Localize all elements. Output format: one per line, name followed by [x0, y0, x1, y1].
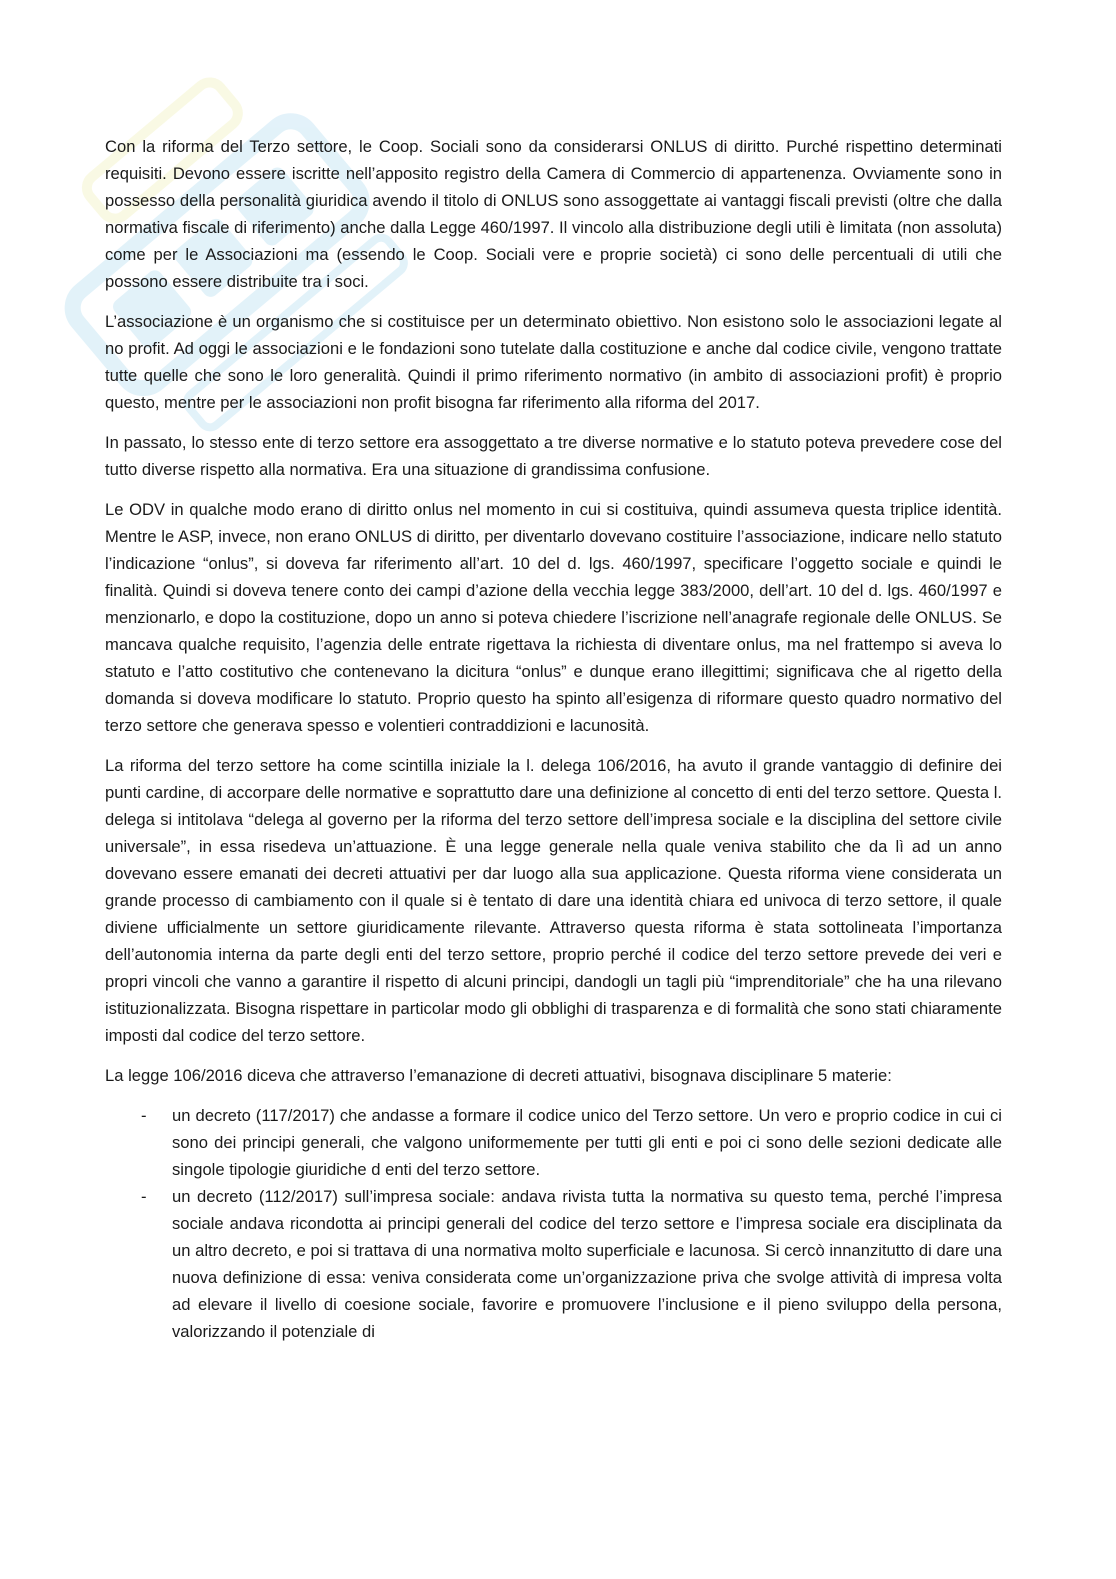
document-page [105, 133, 1002, 1345]
list-marker: - [141, 1106, 147, 1125]
list-item [105, 1102, 1002, 1183]
list-item-text: un decreto (117/2017) che andasse a formare il codice unico del Terzo settore. Un vero e proprio codice in cui ci sono dei principi generali, che valgono uniformemente per tutti gli enti e poi ci sono delle sezioni dedicate alle singole tipologie giuridiche d enti del terzo settore. [172, 1106, 1002, 1179]
paragraph-passato: In passato, lo stesso ente di terzo settore era assoggettato a tre diverse normative e lo statuto poteva prevedere cose del tutto diverse rispetto alla normativa. Era una situazione di grandissima confusione. [105, 433, 1002, 479]
paragraph-riforma: La riforma del terzo settore ha come scintilla iniziale la l. delega 106/2016, ha avuto il grande vantaggio di definire dei punti cardine, di accorpare delle normative e soprattutto dare una definizione al concetto di enti del terzo settore. Questa l. delega si intitolava “delega al governo per la riforma del terzo settore dell’impresa sociale e la disciplina del settore civile universale”, in essa risedeva un’attuazione. È una legge generale nella quale veniva stabilito che da lì ad un anno dovevano essere emanati dei decreti attuativi per dar luogo alla sua applicazione. Questa riforma viene considerata un grande processo di cambiamento con il quale si è tentato di dare una identità chiara ed univoca di terzo settore, il quale diviene ufficialmente un settore giuridicamente rilevante. Attraverso questa riforma è stata sottolineata l’importanza dell’autonomia interna da parte degli enti del terzo settore, proprio perché il codice del terzo settore prevede dei veri e propri vincoli che vanno a garantire il rispetto di alcuni principi, dandogli un tagli più “imprenditoriale” che ha una rilevano istituzionalizzata. Bisogna rispettare in particolar modo gli obblighi di trasparenza e di formalità che sono stati chiaramente imposti dal codice del terzo settore. [105, 756, 1002, 1045]
decree-list [105, 1102, 1002, 1345]
paragraph-odv: Le ODV in qualche modo erano di diritto onlus nel momento in cui si costituiva, quindi assumeva questa triplice identità. Mentre le ASP, invece, non erano ONLUS di diritto, per diventarlo dovevano costituire l’associazione, indicare nello statuto l’indicazione “onlus”, si doveva far riferimento all’art. 10 del d. lgs. 460/1997, specificare l’oggetto sociale e quindi le finalità. Quindi si doveva tenere conto dei campi d’azione della vecchia legge 383/2000, dell’art. 10 del d. lgs. 460/1997 e menzionarlo, e dopo la costituzione, dopo un anno si poteva chiedere l’iscrizione nell’anagrafe regionale delle ONLUS. Se mancava qualche requisito, l’agenzia delle entrate rigettava la richiesta di diventare onlus, ma nel frattempo si aveva lo statuto e l’atto costitutivo che contenevano la dicitura “onlus” e dunque erano illegittimi; significava che al rigetto della domanda si doveva modificare lo statuto. Proprio questo ha spinto all’esigenza di riformare questo quadro normativo del terzo settore che generava spesso e volentieri contraddizioni e lacunosità. [105, 500, 1002, 735]
paragraph-legge-106: La legge 106/2016 diceva che attraverso l’emanazione di decreti attuativi, bisognava disciplinare 5 materie: [105, 1066, 892, 1085]
paragraph-associazione: L’associazione è un organismo che si costituisce per un determinato obiettivo. Non esistono solo le associazioni legate al no profit. Ad oggi le associazioni e le fondazioni sono tutelate dalla costituzione e anche dal codice civile, vengono trattate tutte quelle che sono le loro generalità. Quindi il primo riferimento normativo (in ambito di associazioni profit) è proprio questo, mentre per le associazioni non profit bisogna far riferimento alla riforma del 2017. [105, 312, 1002, 412]
list-marker: - [141, 1187, 147, 1206]
list-item [105, 1183, 1002, 1345]
paragraph-coop-sociali: Con la riforma del Terzo settore, le Coop. Sociali sono da considerarsi ONLUS di diritto. Purché rispettino determinati requisiti. Devono essere iscritte nell’apposito registro della Camera di Commercio di appartenenza. Ovviamente sono in possesso della personalità giuridica avendo il titolo di ONLUS sono assoggettate ai vantaggi fiscali previsti (oltre che dalla normativa fiscale di riferimento) anche dalla Legge 460/1997. Il vincolo alla distribuzione degli utili è limitata (non assoluta) come per le Associazioni ma (essendo le Coop. Sociali vere e proprie società) ci sono delle percentuali di utili che possono essere distribuite tra i soci. [105, 137, 1002, 291]
list-item-text: un decreto (112/2017) sull’impresa sociale: andava rivista tutta la normativa su questo tema, perché l’impresa sociale andava ricondotta ai principi generali del codice del terzo settore e l’impresa sociale era disciplinata da un altro decreto, e poi si trattava di una normativa molto superficiale e lacunosa. Si cercò innanzitutto di dare una nuova definizione di essa: veniva considerata come un’organizzazione priva che svolge attività di impresa volta ad elevare il livello di coesione sociale, favorire e promuovere l’inclusione e il pieno sviluppo della persona, valorizzando il potenziale di [172, 1187, 1002, 1341]
